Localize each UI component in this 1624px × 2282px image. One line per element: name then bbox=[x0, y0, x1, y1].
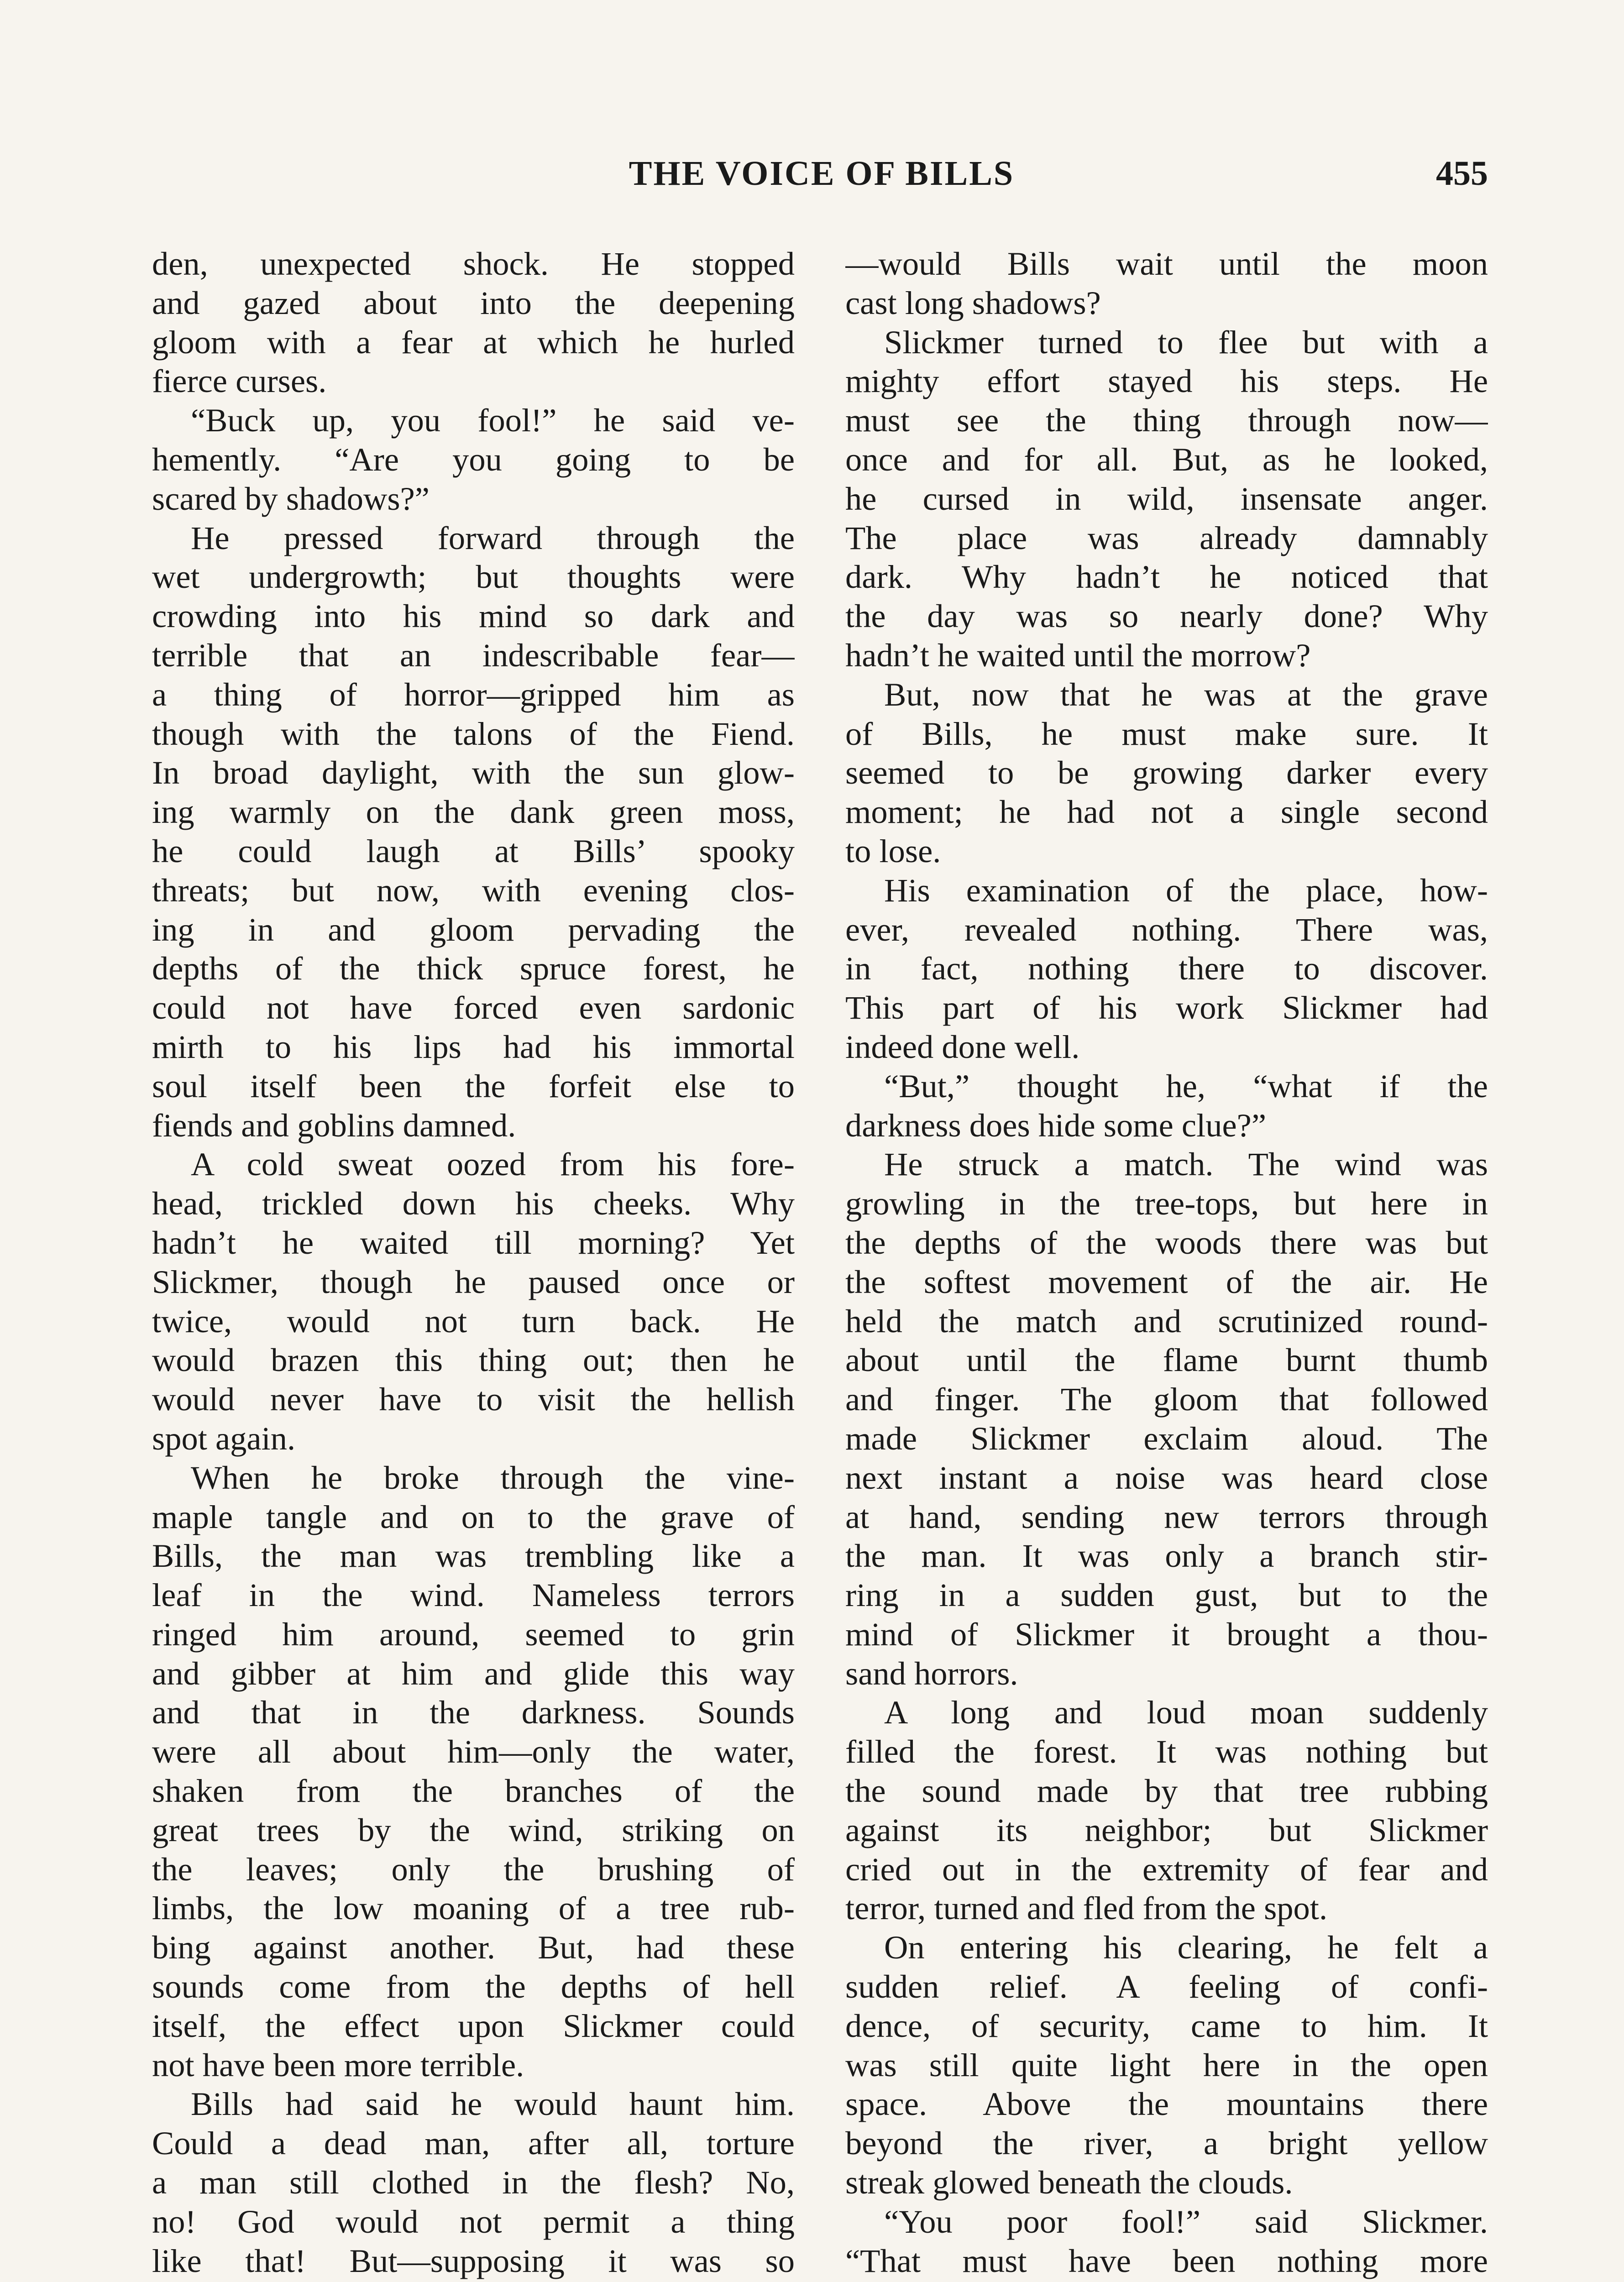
text-line: the leaves; only the brushing of bbox=[152, 1850, 795, 1888]
text-line: hadn’t he waited till morning? Yet bbox=[152, 1224, 795, 1261]
text-line: fierce curses. bbox=[152, 362, 327, 400]
text-line: mind of Slickmer it brought a thou- bbox=[845, 1615, 1488, 1653]
text-line: itself, the effect upon Slickmer could bbox=[152, 2007, 795, 2044]
text-line: must see the thing through now— bbox=[845, 402, 1488, 439]
text-line: made Slickmer exclaim aloud. The bbox=[845, 1419, 1488, 1457]
text-line: leaf in the wind. Nameless terrors bbox=[152, 1576, 795, 1614]
text-line: was still quite light here in the open bbox=[845, 2046, 1488, 2083]
text-line: Slickmer turned to flee but with a bbox=[884, 323, 1488, 361]
running-title: THE VOICE OF BILLS bbox=[629, 154, 1015, 193]
text-line: at hand, sending new terrors through bbox=[845, 1498, 1488, 1535]
text-line: moment; he had not a single second bbox=[845, 793, 1488, 831]
text-line: ever, revealed nothing. There was, bbox=[845, 911, 1488, 948]
text-line: and finger. The gloom that followed bbox=[845, 1381, 1488, 1418]
text-line: scared by shadows?” bbox=[152, 480, 430, 517]
text-line: like that! But—supposing it was so bbox=[152, 2242, 795, 2279]
text-line: Slickmer, though he paused once or bbox=[152, 1263, 795, 1300]
text-line: were all about him—only the water, bbox=[152, 1733, 795, 1770]
text-line: could not have forced even sardonic bbox=[152, 989, 795, 1026]
text-line: no! God would not permit a thing bbox=[152, 2203, 795, 2240]
text-line: ring in a sudden gust, but to the bbox=[845, 1576, 1488, 1614]
text-line: limbs, the low moaning of a tree rub- bbox=[152, 1889, 795, 1927]
text-line: the sound made by that tree rubbing bbox=[845, 1772, 1488, 1810]
running-header bbox=[155, 151, 1488, 196]
text-line: darkness does hide some clue?” bbox=[845, 1106, 1267, 1144]
text-line: not have been more terrible. bbox=[152, 2046, 524, 2083]
text-line: spot again. bbox=[152, 1419, 296, 1457]
text-line: threats; but now, with evening clos- bbox=[152, 871, 795, 909]
text-line: depths of the thick spruce forest, he bbox=[152, 950, 795, 987]
text-line: fiends and goblins damned. bbox=[152, 1106, 516, 1144]
text-line: On entering his clearing, he felt a bbox=[884, 1929, 1488, 1966]
text-line: next instant a noise was heard close bbox=[845, 1459, 1488, 1496]
text-line: head, trickled down his cheeks. Why bbox=[152, 1185, 795, 1222]
text-line: ringed him around, seemed to grin bbox=[152, 1615, 795, 1653]
text-line: He pressed forward through the bbox=[191, 519, 795, 556]
text-line: streak glowed beneath the clouds. bbox=[845, 2164, 1293, 2201]
text-line: “That must have been nothing more bbox=[845, 2242, 1488, 2279]
text-line: This part of his work Slickmer had bbox=[845, 989, 1488, 1026]
text-line: would brazen this thing out; then he bbox=[152, 1341, 795, 1379]
text-line: —would Bills wait until the moon bbox=[845, 245, 1488, 282]
text-line: But, now that he was at the grave bbox=[884, 675, 1488, 713]
text-line: dark. Why hadn’t he noticed that bbox=[845, 558, 1488, 596]
text-line: to lose. bbox=[845, 832, 941, 869]
text-line: Bills had said he would haunt him. bbox=[191, 2085, 795, 2123]
text-line: he cursed in wild, insensate anger. bbox=[845, 480, 1488, 517]
text-line: beyond the river, a bright yellow bbox=[845, 2125, 1488, 2162]
text-line: cried out in the extremity of fear and bbox=[845, 1850, 1488, 1888]
text-line: The place was already damnably bbox=[845, 519, 1488, 556]
text-line: growling in the tree-tops, but here in bbox=[845, 1185, 1488, 1222]
text-column-left bbox=[152, 244, 795, 2280]
text-line: His examination of the place, how- bbox=[884, 871, 1488, 909]
text-line: “You poor fool!” said Slickmer. bbox=[884, 2203, 1488, 2240]
text-line: terror, turned and fled from the spot. bbox=[845, 1889, 1328, 1927]
text-line: twice, would not turn back. He bbox=[152, 1302, 795, 1340]
text-line: mirth to his lips had his immortal bbox=[152, 1028, 795, 1065]
text-line: bing against another. But, had these bbox=[152, 1929, 795, 1966]
text-line: sounds come from the depths of hell bbox=[152, 1968, 795, 2005]
text-line: indeed done well. bbox=[845, 1028, 1080, 1065]
text-line: in fact, nothing there to discover. bbox=[845, 950, 1488, 987]
text-line: wet undergrowth; but thoughts were bbox=[152, 558, 795, 596]
text-line: crowding into his mind so dark and bbox=[152, 597, 795, 635]
text-line: A cold sweat oozed from his fore- bbox=[191, 1146, 795, 1183]
text-line: terrible that an indescribable fear— bbox=[152, 636, 795, 674]
text-line: and gazed about into the deepening bbox=[152, 284, 795, 321]
text-line: a man still clothed in the flesh? No, bbox=[152, 2164, 795, 2201]
text-line: In broad daylight, with the sun glow- bbox=[152, 754, 795, 791]
text-line: once and for all. But, as he looked, bbox=[845, 440, 1488, 478]
text-line: Could a dead man, after all, torture bbox=[152, 2125, 795, 2162]
text-line: ing warmly on the dank green moss, bbox=[152, 793, 795, 831]
text-line: great trees by the wind, striking on bbox=[152, 1811, 795, 1848]
text-line: the softest movement of the air. He bbox=[845, 1263, 1488, 1300]
text-line: gloom with a fear at which he hurled bbox=[152, 323, 795, 361]
text-line: about until the flame burnt thumb bbox=[845, 1341, 1488, 1379]
text-line: against its neighbor; but Slickmer bbox=[845, 1811, 1488, 1848]
text-line: the depths of the woods there was but bbox=[845, 1224, 1488, 1261]
text-column-right bbox=[845, 244, 1488, 2280]
text-line: hemently. “Are you going to be bbox=[152, 440, 795, 478]
text-line: would never have to visit the hellish bbox=[152, 1381, 795, 1418]
text-line: When he broke through the vine- bbox=[191, 1459, 795, 1496]
text-line: space. Above the mountains there bbox=[845, 2085, 1488, 2123]
text-line: he could laugh at Bills’ spooky bbox=[152, 832, 795, 869]
text-line: ing in and gloom pervading the bbox=[152, 911, 795, 948]
text-line: soul itself been the forfeit else to bbox=[152, 1067, 795, 1104]
text-line: “But,” thought he, “what if the bbox=[884, 1067, 1488, 1104]
text-line: mighty effort stayed his steps. He bbox=[845, 362, 1488, 400]
text-line: dence, of security, came to him. It bbox=[845, 2007, 1488, 2044]
text-line: sand horrors. bbox=[845, 1654, 1018, 1692]
text-line: of Bills, he must make sure. It bbox=[845, 715, 1488, 752]
text-line: and that in the darkness. Sounds bbox=[152, 1694, 795, 1731]
text-line: held the match and scrutinized round- bbox=[845, 1302, 1488, 1340]
text-line: cast long shadows? bbox=[845, 284, 1101, 321]
text-line: a thing of horror—gripped him as bbox=[152, 675, 795, 713]
text-line: filled the forest. It was nothing but bbox=[845, 1733, 1488, 1770]
text-line: though with the talons of the Fiend. bbox=[152, 715, 795, 752]
text-line: and gibber at him and glide this way bbox=[152, 1654, 795, 1692]
text-line: seemed to be growing darker every bbox=[845, 754, 1488, 791]
page-number: 455 bbox=[1436, 154, 1488, 193]
text-line: den, unexpected shock. He stopped bbox=[152, 245, 795, 282]
text-line: Bills, the man was trembling like a bbox=[152, 1537, 795, 1575]
text-line: “Buck up, you fool!” he said ve- bbox=[191, 402, 795, 439]
text-line: the man. It was only a branch stir- bbox=[845, 1537, 1488, 1575]
text-line: He struck a match. The wind was bbox=[884, 1146, 1488, 1183]
text-line: hadn’t he waited until the morrow? bbox=[845, 636, 1311, 674]
text-line: the day was so nearly done? Why bbox=[845, 597, 1488, 635]
text-line: A long and loud moan suddenly bbox=[884, 1694, 1488, 1731]
text-line: shaken from the branches of the bbox=[152, 1772, 795, 1810]
text-line: maple tangle and on to the grave of bbox=[152, 1498, 795, 1535]
text-line: sudden relief. A feeling of confi- bbox=[845, 1968, 1488, 2005]
